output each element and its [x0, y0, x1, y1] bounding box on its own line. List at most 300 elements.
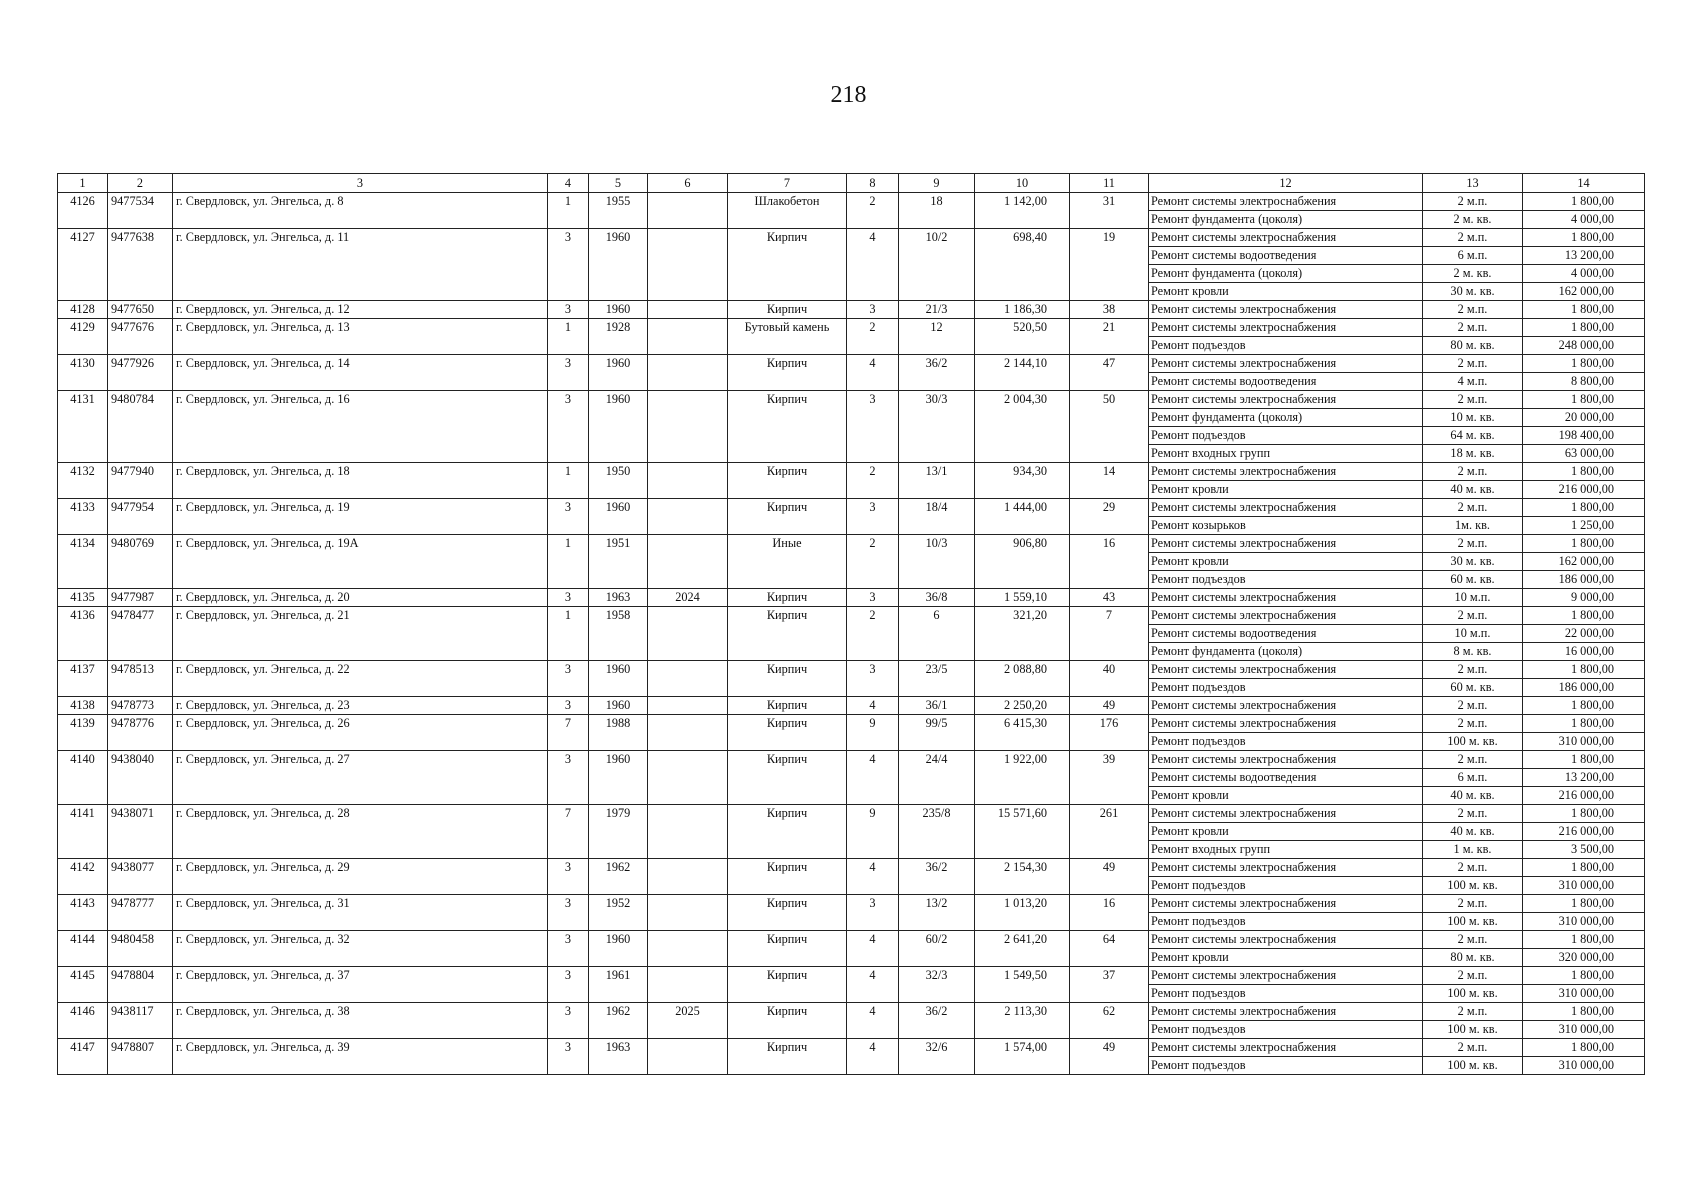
year-built: 1951	[589, 535, 648, 589]
residents-count: 31	[1070, 193, 1149, 229]
year-built: 1960	[589, 499, 648, 535]
floors-count: 3	[847, 301, 899, 319]
wall-material: Кирпич	[728, 1039, 847, 1075]
col-6-value	[648, 355, 728, 391]
col-4-value: 3	[548, 391, 589, 463]
work-volume: 2 м.п.	[1423, 607, 1523, 625]
column-header: 5	[589, 174, 648, 193]
work-type: Ремонт системы электроснабжения	[1149, 859, 1423, 877]
wall-material: Кирпич	[728, 355, 847, 391]
row-number: 4139	[58, 715, 108, 751]
work-cost: 310 000,00	[1523, 1021, 1645, 1039]
col-9-value: 32/3	[899, 967, 975, 1003]
table-row	[58, 805, 1645, 823]
building-address: г. Свердловск, ул. Энгельса, д. 22	[173, 661, 548, 697]
year-built: 1988	[589, 715, 648, 751]
wall-material: Кирпич	[728, 661, 847, 697]
total-area: 2 641,20	[975, 931, 1070, 967]
table-row	[58, 1039, 1645, 1057]
work-type: Ремонт фундамента (цоколя)	[1149, 409, 1423, 427]
row-number: 4140	[58, 751, 108, 805]
work-type: Ремонт системы водоотведения	[1149, 625, 1423, 643]
work-volume: 2 м.п.	[1423, 319, 1523, 337]
work-cost: 4 000,00	[1523, 265, 1645, 283]
col-4-value: 3	[548, 697, 589, 715]
work-volume: 2 м. кв.	[1423, 211, 1523, 229]
work-type: Ремонт системы электроснабжения	[1149, 751, 1423, 769]
work-cost: 1 800,00	[1523, 751, 1645, 769]
year-built: 1960	[589, 661, 648, 697]
work-cost: 1 800,00	[1523, 859, 1645, 877]
column-header: 6	[648, 174, 728, 193]
total-area: 520,50	[975, 319, 1070, 355]
work-volume: 2 м.п.	[1423, 301, 1523, 319]
work-volume: 2 м.п.	[1423, 1003, 1523, 1021]
table-row	[58, 715, 1645, 733]
row-number: 4138	[58, 697, 108, 715]
year-built: 1950	[589, 463, 648, 499]
floors-count: 3	[847, 589, 899, 607]
work-cost: 1 800,00	[1523, 319, 1645, 337]
total-area: 934,30	[975, 463, 1070, 499]
table-row	[58, 607, 1645, 625]
work-volume: 2 м.п.	[1423, 967, 1523, 985]
wall-material: Кирпич	[728, 895, 847, 931]
row-number: 4142	[58, 859, 108, 895]
building-address: г. Свердловск, ул. Энгельса, д. 37	[173, 967, 548, 1003]
col-9-value: 23/5	[899, 661, 975, 697]
work-cost: 186 000,00	[1523, 571, 1645, 589]
building-address: г. Свердловск, ул. Энгельса, д. 19А	[173, 535, 548, 589]
work-cost: 1 800,00	[1523, 301, 1645, 319]
building-code: 9480458	[108, 931, 173, 967]
total-area: 15 571,60	[975, 805, 1070, 859]
row-number: 4143	[58, 895, 108, 931]
work-volume: 2 м.п.	[1423, 805, 1523, 823]
col-6-value	[648, 805, 728, 859]
table-row	[58, 193, 1645, 211]
col-9-value: 13/2	[899, 895, 975, 931]
col-6-value	[648, 967, 728, 1003]
floors-count: 2	[847, 535, 899, 589]
table-row	[58, 319, 1645, 337]
work-type: Ремонт системы водоотведения	[1149, 373, 1423, 391]
work-type: Ремонт системы электроснабжения	[1149, 1003, 1423, 1021]
building-code: 9438040	[108, 751, 173, 805]
work-type: Ремонт подъездов	[1149, 337, 1423, 355]
work-type: Ремонт кровли	[1149, 481, 1423, 499]
wall-material: Кирпич	[728, 499, 847, 535]
wall-material: Кирпич	[728, 229, 847, 301]
building-address: г. Свердловск, ул. Энгельса, д. 16	[173, 391, 548, 463]
column-header: 11	[1070, 174, 1149, 193]
col-6-value	[648, 391, 728, 463]
table-row	[58, 499, 1645, 517]
floors-count: 4	[847, 355, 899, 391]
residents-count: 14	[1070, 463, 1149, 499]
col-9-value: 30/3	[899, 391, 975, 463]
row-number: 4136	[58, 607, 108, 661]
residents-count: 21	[1070, 319, 1149, 355]
work-volume: 100 м. кв.	[1423, 733, 1523, 751]
col-6-value: 2025	[648, 1003, 728, 1039]
col-6-value	[648, 859, 728, 895]
total-area: 2 144,10	[975, 355, 1070, 391]
row-number: 4135	[58, 589, 108, 607]
work-volume: 2 м.п.	[1423, 931, 1523, 949]
residents-count: 49	[1070, 697, 1149, 715]
year-built: 1962	[589, 859, 648, 895]
floors-count: 4	[847, 697, 899, 715]
row-number: 4144	[58, 931, 108, 967]
floors-count: 3	[847, 895, 899, 931]
work-volume: 2 м.п.	[1423, 229, 1523, 247]
col-6-value	[648, 715, 728, 751]
work-volume: 40 м. кв.	[1423, 823, 1523, 841]
work-cost: 4 000,00	[1523, 211, 1645, 229]
column-header: 8	[847, 174, 899, 193]
work-cost: 8 800,00	[1523, 373, 1645, 391]
work-type: Ремонт системы электроснабжения	[1149, 301, 1423, 319]
building-code: 9477940	[108, 463, 173, 499]
building-code: 9478513	[108, 661, 173, 697]
building-code: 9478776	[108, 715, 173, 751]
total-area: 698,40	[975, 229, 1070, 301]
floors-count: 2	[847, 319, 899, 355]
wall-material: Кирпич	[728, 697, 847, 715]
work-cost: 1 800,00	[1523, 805, 1645, 823]
col-9-value: 36/2	[899, 355, 975, 391]
column-header: 9	[899, 174, 975, 193]
col-9-value: 36/8	[899, 589, 975, 607]
work-volume: 10 м.п.	[1423, 625, 1523, 643]
table-row	[58, 229, 1645, 247]
building-code: 9477954	[108, 499, 173, 535]
work-volume: 10 м.п.	[1423, 589, 1523, 607]
residents-count: 38	[1070, 301, 1149, 319]
residents-count: 62	[1070, 1003, 1149, 1039]
floors-count: 3	[847, 499, 899, 535]
row-number: 4147	[58, 1039, 108, 1075]
residents-count: 19	[1070, 229, 1149, 301]
total-area: 2 154,30	[975, 859, 1070, 895]
table-row	[58, 535, 1645, 553]
col-9-value: 60/2	[899, 931, 975, 967]
work-type: Ремонт системы электроснабжения	[1149, 805, 1423, 823]
col-6-value	[648, 931, 728, 967]
work-cost: 1 800,00	[1523, 967, 1645, 985]
column-header: 4	[548, 174, 589, 193]
work-cost: 198 400,00	[1523, 427, 1645, 445]
col-4-value: 3	[548, 1039, 589, 1075]
col-6-value	[648, 463, 728, 499]
building-address: г. Свердловск, ул. Энгельса, д. 20	[173, 589, 548, 607]
col-6-value	[648, 661, 728, 697]
work-volume: 40 м. кв.	[1423, 481, 1523, 499]
col-4-value: 3	[548, 751, 589, 805]
work-cost: 162 000,00	[1523, 283, 1645, 301]
work-cost: 186 000,00	[1523, 679, 1645, 697]
year-built: 1928	[589, 319, 648, 355]
work-type: Ремонт фундамента (цоколя)	[1149, 265, 1423, 283]
wall-material: Кирпич	[728, 607, 847, 661]
work-type: Ремонт системы электроснабжения	[1149, 355, 1423, 373]
row-number: 4131	[58, 391, 108, 463]
building-address: г. Свердловск, ул. Энгельса, д. 23	[173, 697, 548, 715]
table-row	[58, 751, 1645, 769]
total-area: 321,20	[975, 607, 1070, 661]
col-6-value	[648, 1039, 728, 1075]
floors-count: 4	[847, 859, 899, 895]
table-row	[58, 1003, 1645, 1021]
work-cost: 1 800,00	[1523, 499, 1645, 517]
building-code: 9480769	[108, 535, 173, 589]
total-area: 2 004,30	[975, 391, 1070, 463]
row-number: 4126	[58, 193, 108, 229]
wall-material: Кирпич	[728, 1003, 847, 1039]
building-code: 9478477	[108, 607, 173, 661]
work-type: Ремонт системы электроснабжения	[1149, 589, 1423, 607]
work-cost: 13 200,00	[1523, 769, 1645, 787]
work-cost: 310 000,00	[1523, 877, 1645, 895]
building-address: г. Свердловск, ул. Энгельса, д. 14	[173, 355, 548, 391]
total-area: 1 013,20	[975, 895, 1070, 931]
total-area: 2 250,20	[975, 697, 1070, 715]
work-volume: 2 м.п.	[1423, 391, 1523, 409]
work-type: Ремонт системы электроснабжения	[1149, 1039, 1423, 1057]
column-header: 3	[173, 174, 548, 193]
work-cost: 1 800,00	[1523, 391, 1645, 409]
building-address: г. Свердловск, ул. Энгельса, д. 38	[173, 1003, 548, 1039]
total-area: 1 186,30	[975, 301, 1070, 319]
col-4-value: 3	[548, 301, 589, 319]
work-type: Ремонт системы электроснабжения	[1149, 967, 1423, 985]
column-header: 14	[1523, 174, 1645, 193]
wall-material: Кирпич	[728, 715, 847, 751]
col-6-value	[648, 229, 728, 301]
work-cost: 1 800,00	[1523, 535, 1645, 553]
residents-count: 29	[1070, 499, 1149, 535]
col-4-value: 1	[548, 193, 589, 229]
building-code: 9477534	[108, 193, 173, 229]
floors-count: 9	[847, 805, 899, 859]
col-4-value: 3	[548, 355, 589, 391]
work-type: Ремонт фундамента (цоколя)	[1149, 211, 1423, 229]
col-9-value: 235/8	[899, 805, 975, 859]
work-type: Ремонт системы электроснабжения	[1149, 895, 1423, 913]
work-volume: 4 м.п.	[1423, 373, 1523, 391]
col-9-value: 10/3	[899, 535, 975, 589]
building-address: г. Свердловск, ул. Энгельса, д. 12	[173, 301, 548, 319]
work-volume: 2 м.п.	[1423, 499, 1523, 517]
work-cost: 1 800,00	[1523, 463, 1645, 481]
work-cost: 310 000,00	[1523, 733, 1645, 751]
residents-count: 37	[1070, 967, 1149, 1003]
col-6-value	[648, 499, 728, 535]
column-header: 12	[1149, 174, 1423, 193]
work-volume: 2 м. кв.	[1423, 265, 1523, 283]
building-code: 9478804	[108, 967, 173, 1003]
work-cost: 216 000,00	[1523, 823, 1645, 841]
column-header: 1	[58, 174, 108, 193]
wall-material: Кирпич	[728, 931, 847, 967]
col-4-value: 3	[548, 661, 589, 697]
col-4-value: 7	[548, 805, 589, 859]
row-number: 4141	[58, 805, 108, 859]
wall-material: Кирпич	[728, 967, 847, 1003]
work-volume: 2 м.п.	[1423, 355, 1523, 373]
work-cost: 22 000,00	[1523, 625, 1645, 643]
wall-material: Кирпич	[728, 463, 847, 499]
table-row	[58, 697, 1645, 715]
work-volume: 2 м.п.	[1423, 859, 1523, 877]
work-type: Ремонт системы электроснабжения	[1149, 607, 1423, 625]
building-address: г. Свердловск, ул. Энгельса, д. 32	[173, 931, 548, 967]
col-6-value	[648, 607, 728, 661]
col-9-value: 99/5	[899, 715, 975, 751]
building-address: г. Свердловск, ул. Энгельса, д. 8	[173, 193, 548, 229]
work-cost: 310 000,00	[1523, 913, 1645, 931]
work-type: Ремонт системы электроснабжения	[1149, 463, 1423, 481]
wall-material: Кирпич	[728, 805, 847, 859]
col-9-value: 36/2	[899, 859, 975, 895]
work-cost: 1 800,00	[1523, 355, 1645, 373]
col-9-value: 36/1	[899, 697, 975, 715]
work-type: Ремонт кровли	[1149, 283, 1423, 301]
work-volume: 100 м. кв.	[1423, 985, 1523, 1003]
floors-count: 4	[847, 931, 899, 967]
work-cost: 216 000,00	[1523, 481, 1645, 499]
work-type: Ремонт подъездов	[1149, 913, 1423, 931]
column-header: 10	[975, 174, 1070, 193]
year-built: 1963	[589, 1039, 648, 1075]
col-4-value: 3	[548, 499, 589, 535]
col-4-value: 3	[548, 1003, 589, 1039]
wall-material: Кирпич	[728, 751, 847, 805]
floors-count: 4	[847, 229, 899, 301]
work-type: Ремонт кровли	[1149, 553, 1423, 571]
row-number: 4130	[58, 355, 108, 391]
col-6-value	[648, 319, 728, 355]
building-code: 9438077	[108, 859, 173, 895]
total-area: 1 559,10	[975, 589, 1070, 607]
row-number: 4133	[58, 499, 108, 535]
col-9-value: 18	[899, 193, 975, 229]
total-area: 906,80	[975, 535, 1070, 589]
building-code: 9477638	[108, 229, 173, 301]
building-address: г. Свердловск, ул. Энгельса, д. 27	[173, 751, 548, 805]
total-area: 2 088,80	[975, 661, 1070, 697]
col-9-value: 24/4	[899, 751, 975, 805]
work-cost: 320 000,00	[1523, 949, 1645, 967]
floors-count: 2	[847, 607, 899, 661]
work-volume: 1 м. кв.	[1423, 841, 1523, 859]
work-cost: 310 000,00	[1523, 1057, 1645, 1075]
work-type: Ремонт подъездов	[1149, 1021, 1423, 1039]
work-type: Ремонт входных групп	[1149, 445, 1423, 463]
building-address: г. Свердловск, ул. Энгельса, д. 13	[173, 319, 548, 355]
col-6-value	[648, 535, 728, 589]
work-cost: 1 250,00	[1523, 517, 1645, 535]
work-volume: 1м. кв.	[1423, 517, 1523, 535]
work-volume: 18 м. кв.	[1423, 445, 1523, 463]
building-code: 9438071	[108, 805, 173, 859]
residents-count: 47	[1070, 355, 1149, 391]
work-type: Ремонт системы электроснабжения	[1149, 697, 1423, 715]
row-number: 4146	[58, 1003, 108, 1039]
residents-count: 39	[1070, 751, 1149, 805]
col-9-value: 21/3	[899, 301, 975, 319]
floors-count: 3	[847, 661, 899, 697]
building-address: г. Свердловск, ул. Энгельса, д. 26	[173, 715, 548, 751]
work-type: Ремонт входных групп	[1149, 841, 1423, 859]
building-code: 9477926	[108, 355, 173, 391]
total-area: 2 113,30	[975, 1003, 1070, 1039]
work-volume: 2 м.п.	[1423, 661, 1523, 679]
work-type: Ремонт подъездов	[1149, 985, 1423, 1003]
floors-count: 2	[847, 193, 899, 229]
col-4-value: 1	[548, 607, 589, 661]
work-type: Ремонт системы электроснабжения	[1149, 931, 1423, 949]
work-type: Ремонт кровли	[1149, 949, 1423, 967]
work-cost: 1 800,00	[1523, 895, 1645, 913]
work-type: Ремонт системы электроснабжения	[1149, 319, 1423, 337]
work-type: Ремонт системы электроснабжения	[1149, 535, 1423, 553]
year-built: 1961	[589, 967, 648, 1003]
row-number: 4128	[58, 301, 108, 319]
residents-count: 50	[1070, 391, 1149, 463]
work-volume: 100 м. кв.	[1423, 1057, 1523, 1075]
col-6-value: 2024	[648, 589, 728, 607]
work-volume: 30 м. кв.	[1423, 553, 1523, 571]
residents-count: 49	[1070, 859, 1149, 895]
work-volume: 60 м. кв.	[1423, 679, 1523, 697]
floors-count: 3	[847, 391, 899, 463]
floors-count: 4	[847, 1039, 899, 1075]
row-number: 4137	[58, 661, 108, 697]
work-cost: 13 200,00	[1523, 247, 1645, 265]
work-cost: 1 800,00	[1523, 229, 1645, 247]
work-cost: 216 000,00	[1523, 787, 1645, 805]
column-header: 2	[108, 174, 173, 193]
work-cost: 1 800,00	[1523, 715, 1645, 733]
col-4-value: 3	[548, 967, 589, 1003]
residents-count: 261	[1070, 805, 1149, 859]
work-cost: 20 000,00	[1523, 409, 1645, 427]
col-4-value: 7	[548, 715, 589, 751]
work-cost: 1 800,00	[1523, 193, 1645, 211]
total-area: 1 444,00	[975, 499, 1070, 535]
wall-material: Кирпич	[728, 301, 847, 319]
building-address: г. Свердловск, ул. Энгельса, д. 29	[173, 859, 548, 895]
col-4-value: 3	[548, 589, 589, 607]
register-body	[58, 193, 1645, 1075]
col-4-value: 1	[548, 463, 589, 499]
work-cost: 63 000,00	[1523, 445, 1645, 463]
residents-count: 176	[1070, 715, 1149, 751]
col-6-value	[648, 697, 728, 715]
floors-count: 2	[847, 463, 899, 499]
col-4-value: 3	[548, 859, 589, 895]
work-cost: 1 800,00	[1523, 661, 1645, 679]
work-volume: 2 м.п.	[1423, 193, 1523, 211]
total-area: 1 549,50	[975, 967, 1070, 1003]
work-volume: 100 м. кв.	[1423, 913, 1523, 931]
work-cost: 1 800,00	[1523, 697, 1645, 715]
wall-material: Кирпич	[728, 859, 847, 895]
work-type: Ремонт системы электроснабжения	[1149, 715, 1423, 733]
col-4-value: 1	[548, 535, 589, 589]
